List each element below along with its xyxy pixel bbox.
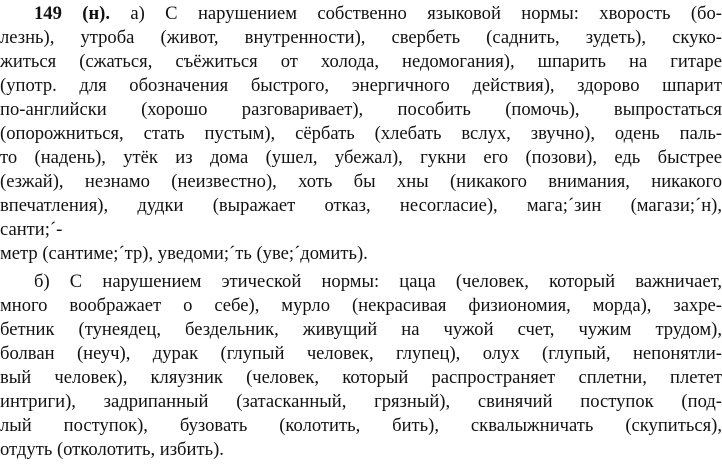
part-a-line-2: лезнь), утроба (живот, внутренности), свербеть (саднить, зудеть), скуко- [0,27,722,48]
part-a-line-7: то (надень), утёк из дома (ушел, убежал), гукни его (позови), едь быстрее [0,147,722,168]
part-b-line-2: много воображает о себе), мурло (некрасивая физиономия, морда), захре- [0,295,722,316]
part-b-line-3: бетник (тунеядец, бездельник, живущий на чужой счет, чужим трудом), [0,319,722,340]
exercise-number: 149 (н). [34,3,110,24]
part-a-line-8: (езжай), незнамо (неизвестно), хоть бы хны (никакого внимания, никакого [0,171,722,192]
part-a-line-3: житься (сжаться, съёжиться от холода, недомогания), шпарить на гитаре [0,51,722,72]
part-a-line-6: (опорожниться, стать пустым), сёрбать (хлебать вслух, звучно), одень паль- [0,123,722,144]
part-b-line-8: отдуть (отколотить, избить). [0,439,224,460]
part-a-text: а) С нарушением собственно языковой нормы: хворость (бо- [110,3,722,24]
part-b-line-6: интриги), задрипанный (затасканный, грязный), свинячий поступок (под- [0,391,722,412]
part-a-line-9: впечатления), дудки (выражает отказ, несогласие), мага;´зин (магази;´н), [0,195,722,216]
part-a-line-10: санти;´- [0,219,63,240]
part-b-line-4: болван (неуч), дурак (глупый человек, глупец), олух (глупый, непонятли- [0,343,722,364]
part-a-line-5: по-английски (хорошо разговаривает), пособить (помочь), выпростаться [0,99,722,120]
part-b-line-7: лый поступок), бузовать (колотить, бить), сквалыжничать (скупиться), [0,415,722,436]
part-b-line-1: б) С нарушением этической нормы: цаца (человек, который важничает, [34,271,722,292]
part-a-line-1 [34,3,722,25]
part-a-line-11: метр (сантиме;´тр), уведоми;´ть (уве;´домить). [0,243,368,264]
part-b-line-5: вый человек), кляузник (человек, который распространяет сплетни, плетет [0,367,722,388]
part-a-line-4: (употр. для обозначения быстрого, энергичного действия), здорово шпарит [0,75,722,96]
